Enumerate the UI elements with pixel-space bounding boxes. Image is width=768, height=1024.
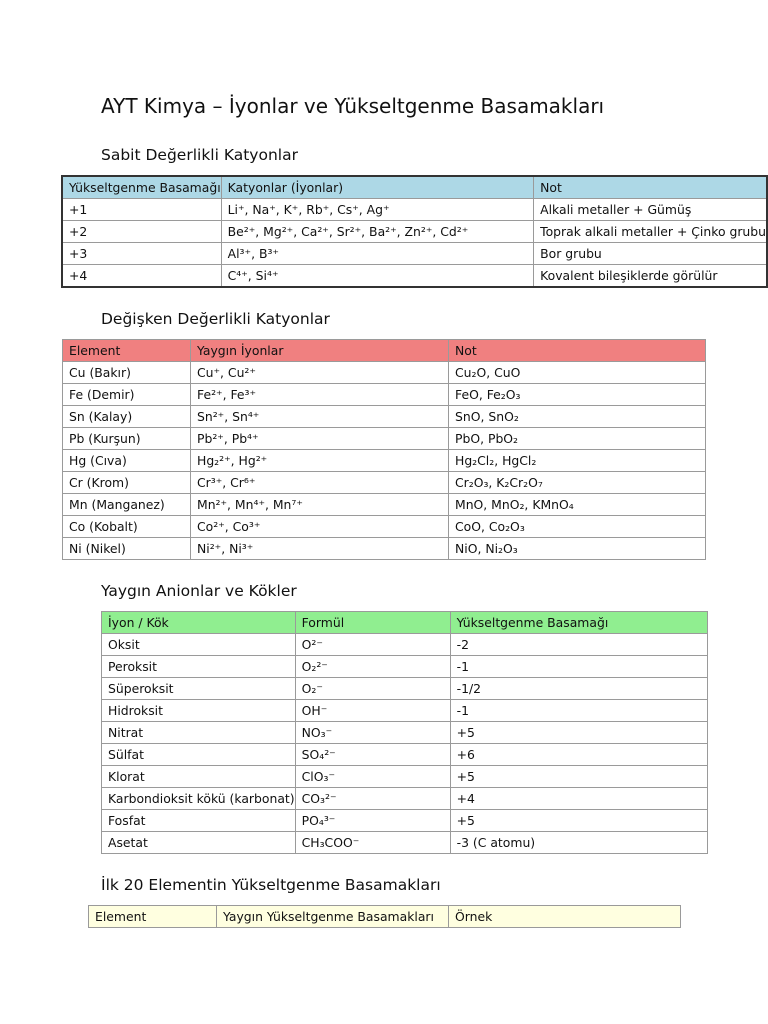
table-header-row	[89, 906, 681, 928]
table-cell: Hg (Cıva)	[63, 450, 191, 472]
table-cell: Fe²⁺, Fe³⁺	[191, 384, 449, 406]
column-header: Not	[449, 340, 706, 362]
table-row	[102, 656, 708, 678]
table-cell: Süperoksit	[102, 678, 296, 700]
column-header: Element	[63, 340, 191, 362]
table-row	[63, 450, 706, 472]
table-row	[63, 384, 706, 406]
fixed-cations-table	[61, 175, 768, 288]
table-cell: O²⁻	[295, 634, 450, 656]
table-cell: +4	[62, 265, 221, 288]
table-row	[63, 538, 706, 560]
table-cell: Cr (Krom)	[63, 472, 191, 494]
column-header: Yaygın İyonlar	[191, 340, 449, 362]
table-cell: Li⁺, Na⁺, K⁺, Rb⁺, Cs⁺, Ag⁺	[221, 199, 534, 221]
table-cell: Pb (Kurşun)	[63, 428, 191, 450]
table-cell: +1	[62, 199, 221, 221]
column-header: Katyonlar (İyonlar)	[221, 176, 534, 199]
table-cell: O₂⁻	[295, 678, 450, 700]
table-cell: Klorat	[102, 766, 296, 788]
table-cell: Nitrat	[102, 722, 296, 744]
table-cell: Alkali metaller + Gümüş	[534, 199, 767, 221]
table-row	[102, 722, 708, 744]
column-header: Yükseltgenme Basamağı	[450, 612, 707, 634]
table-cell: PbO, PbO₂	[449, 428, 706, 450]
table-row	[102, 700, 708, 722]
table-cell: -3 (C atomu)	[450, 832, 707, 854]
table-cell: Mn (Manganez)	[63, 494, 191, 516]
table-row	[63, 516, 706, 538]
table-cell: Cr³⁺, Cr⁶⁺	[191, 472, 449, 494]
table-cell: +3	[62, 243, 221, 265]
table-cell: NiO, Ni₂O₃	[449, 538, 706, 560]
table-cell: Sn (Kalay)	[63, 406, 191, 428]
table-cell: PO₄³⁻	[295, 810, 450, 832]
table-cell: Hidroksit	[102, 700, 296, 722]
table-cell: Pb²⁺, Pb⁴⁺	[191, 428, 449, 450]
first20-table	[88, 905, 681, 928]
table-cell: +5	[450, 722, 707, 744]
table-cell: Fosfat	[102, 810, 296, 832]
table-row	[63, 362, 706, 384]
table-row	[102, 832, 708, 854]
table-cell: SnO, SnO₂	[449, 406, 706, 428]
table-cell: OH⁻	[295, 700, 450, 722]
table-cell: Hg₂²⁺, Hg²⁺	[191, 450, 449, 472]
table-row	[62, 221, 767, 243]
column-header: İyon / Kök	[102, 612, 296, 634]
table-header-row	[63, 340, 706, 362]
table-cell: +4	[450, 788, 707, 810]
table-cell: SO₄²⁻	[295, 744, 450, 766]
table-cell: C⁴⁺, Si⁴⁺	[221, 265, 534, 288]
table-cell: MnO, MnO₂, KMnO₄	[449, 494, 706, 516]
table-cell: Al³⁺, B³⁺	[221, 243, 534, 265]
table-cell: CoO, Co₂O₃	[449, 516, 706, 538]
table-cell: O₂²⁻	[295, 656, 450, 678]
table-cell: Cu₂O, CuO	[449, 362, 706, 384]
section-heading-fixed: Sabit Değerlikli Katyonlar	[101, 146, 298, 164]
column-header: Örnek	[449, 906, 681, 928]
table-cell: Karbondioksit kökü (karbonat)	[102, 788, 296, 810]
table-cell: -2	[450, 634, 707, 656]
table-cell: FeO, Fe₂O₃	[449, 384, 706, 406]
table-cell: Ni (Nikel)	[63, 538, 191, 560]
table-row	[63, 406, 706, 428]
table-row	[102, 788, 708, 810]
table-row	[62, 243, 767, 265]
column-header: Formül	[295, 612, 450, 634]
table-cell: -1/2	[450, 678, 707, 700]
table-cell: Asetat	[102, 832, 296, 854]
table-cell: Bor grubu	[534, 243, 767, 265]
table-cell: Cu⁺, Cu²⁺	[191, 362, 449, 384]
table-row	[102, 766, 708, 788]
page-title: AYT Kimya – İyonlar ve Yükseltgenme Basamakları	[101, 94, 605, 118]
column-header: Element	[89, 906, 217, 928]
table-cell: Peroksit	[102, 656, 296, 678]
table-cell: Ni²⁺, Ni³⁺	[191, 538, 449, 560]
table-cell: Kovalent bileşiklerde görülür	[534, 265, 767, 288]
section-heading-variable: Değişken Değerlikli Katyonlar	[101, 310, 330, 328]
table-row	[102, 810, 708, 832]
table-cell: Hg₂Cl₂, HgCl₂	[449, 450, 706, 472]
table-cell: ClO₃⁻	[295, 766, 450, 788]
table-cell: CH₃COO⁻	[295, 832, 450, 854]
table-cell: Oksit	[102, 634, 296, 656]
table-cell: -1	[450, 700, 707, 722]
column-header: Yükseltgenme Basamağı	[62, 176, 221, 199]
column-header: Not	[534, 176, 767, 199]
section-heading-anions: Yaygın Anionlar ve Kökler	[101, 582, 297, 600]
table-cell: Cr₂O₃, K₂Cr₂O₇	[449, 472, 706, 494]
table-cell: Sn²⁺, Sn⁴⁺	[191, 406, 449, 428]
table-cell: Cu (Bakır)	[63, 362, 191, 384]
table-row	[102, 678, 708, 700]
table-cell: Toprak alkali metaller + Çinko grubu	[534, 221, 767, 243]
table-cell: -1	[450, 656, 707, 678]
table-header-row	[62, 176, 767, 199]
anions-table	[101, 611, 708, 854]
table-cell: Sülfat	[102, 744, 296, 766]
table-row	[62, 199, 767, 221]
section-heading-first20: İlk 20 Elementin Yükseltgenme Basamakları	[101, 876, 441, 894]
table-cell: +6	[450, 744, 707, 766]
table-row	[63, 472, 706, 494]
table-row	[102, 744, 708, 766]
table-cell: +5	[450, 766, 707, 788]
table-row	[63, 428, 706, 450]
column-header: Yaygın Yükseltgenme Basamakları	[217, 906, 449, 928]
table-row	[62, 265, 767, 288]
table-cell: +2	[62, 221, 221, 243]
table-header-row	[102, 612, 708, 634]
table-cell: Co (Kobalt)	[63, 516, 191, 538]
table-cell: Fe (Demir)	[63, 384, 191, 406]
table-row	[102, 634, 708, 656]
table-cell: NO₃⁻	[295, 722, 450, 744]
variable-cations-table	[62, 339, 706, 560]
table-cell: Be²⁺, Mg²⁺, Ca²⁺, Sr²⁺, Ba²⁺, Zn²⁺, Cd²⁺	[221, 221, 534, 243]
table-row	[63, 494, 706, 516]
table-cell: +5	[450, 810, 707, 832]
table-cell: Mn²⁺, Mn⁴⁺, Mn⁷⁺	[191, 494, 449, 516]
table-cell: CO₃²⁻	[295, 788, 450, 810]
table-cell: Co²⁺, Co³⁺	[191, 516, 449, 538]
